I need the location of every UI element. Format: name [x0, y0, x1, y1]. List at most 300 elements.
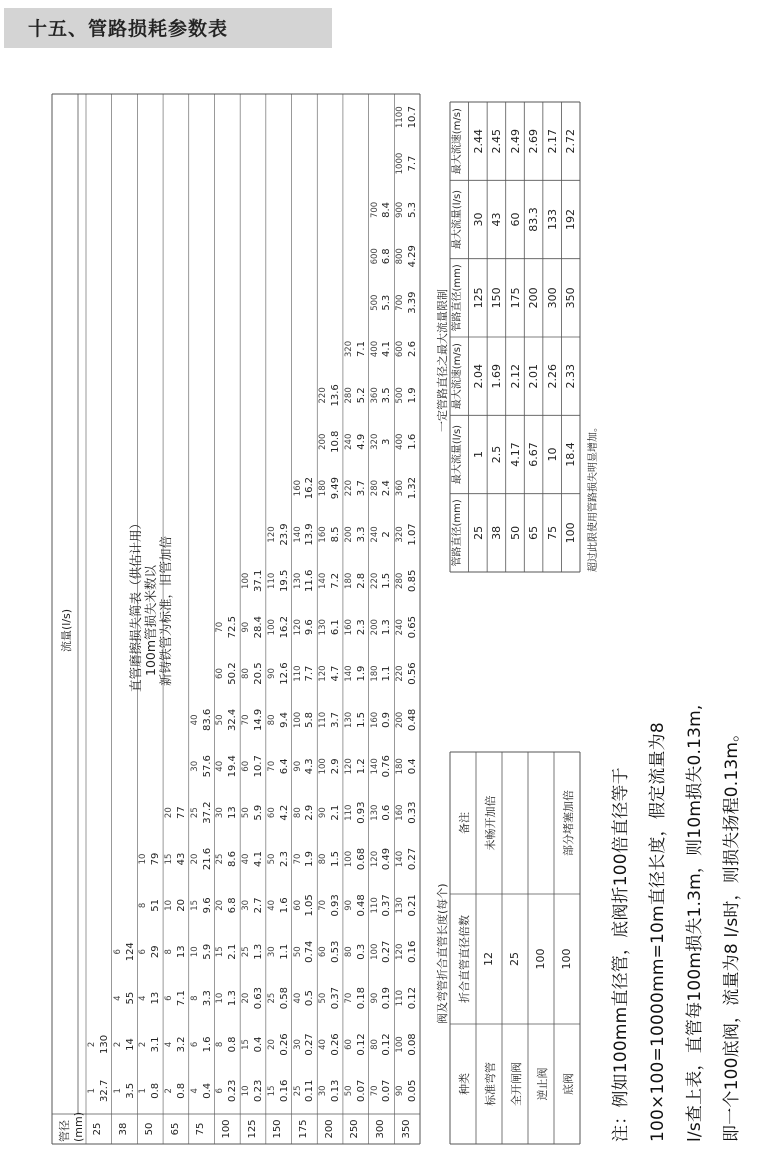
flow-value: 10	[164, 899, 175, 911]
flow-value: 30	[215, 807, 226, 819]
flow-value: 25	[266, 992, 277, 1004]
limit-header: 最大流速(m/s)	[452, 343, 463, 410]
flow-value: 15	[241, 1039, 252, 1050]
valve-cell: 逆止阀	[536, 1067, 549, 1101]
flow-value: 90	[369, 992, 380, 1004]
loss-value: 10.7	[407, 106, 419, 129]
loss-value: 2.8	[355, 572, 367, 589]
limit-cell: 1	[471, 451, 485, 459]
loss-value: 4.9	[355, 433, 367, 450]
loss-value: 1.3	[227, 990, 239, 1007]
diameter-label: 350	[400, 1119, 412, 1139]
flow-value: 100	[318, 758, 329, 775]
flow-value: 2	[164, 1088, 175, 1094]
flow-value: 120	[343, 758, 354, 775]
loss-value: 5.8	[304, 711, 316, 728]
loss-value: 0.58	[278, 986, 290, 1010]
limit-cell: 2.49	[508, 128, 522, 154]
loss-value: 0.26	[330, 1033, 342, 1056]
valve-cell: 底阀	[562, 1073, 575, 1095]
loss-value: 0.23	[253, 1079, 264, 1102]
flow-value: 220	[318, 387, 329, 404]
flow-value: 8	[189, 995, 200, 1001]
loss-value: 0.93	[355, 801, 367, 824]
loss-value: 4.1	[381, 341, 393, 357]
loss-value: 1.5	[381, 572, 393, 589]
flow-value: 20	[266, 1039, 277, 1050]
limit-table-grid	[40, 92, 780, 1152]
loss-value: 1.5	[330, 851, 342, 867]
loss-value: 37.1	[253, 569, 264, 592]
diameter-label: 50	[143, 1122, 155, 1136]
flow-value: 6	[138, 949, 149, 955]
flow-value: 140	[318, 572, 329, 589]
flow-value: 6	[112, 949, 123, 955]
flow-value: 2	[112, 1041, 123, 1048]
loss-value: 9.49	[330, 476, 342, 500]
flow-value: 80	[241, 668, 252, 679]
valve-header: 种类	[458, 1073, 471, 1095]
flow-value: 50	[266, 853, 277, 865]
flow-value: 2	[138, 1041, 149, 1048]
loss-value: 1.05	[304, 894, 316, 917]
loss-value: 83.6	[201, 708, 213, 732]
loss-value: 2.4	[381, 480, 393, 497]
loss-value: 2.3	[355, 619, 367, 636]
flow-value: 160	[369, 711, 380, 729]
loss-value: 0.85	[407, 569, 419, 592]
limit-cell: 192	[564, 209, 578, 231]
flow-value: 70	[292, 853, 303, 865]
valve-cell: 100	[560, 948, 573, 970]
flow-value: 320	[395, 526, 406, 543]
loss-value: 0.63	[253, 986, 264, 1010]
flow-value: 130	[395, 897, 406, 914]
flow-value: 80	[292, 807, 303, 819]
loss-value: 0.07	[355, 1079, 367, 1102]
limit-cell: 10	[545, 447, 559, 462]
flow-value: 160	[343, 619, 354, 636]
loss-value: 0.18	[355, 986, 367, 1010]
flow-value: 400	[369, 340, 380, 358]
loss-value: 0.3	[355, 943, 367, 960]
loss-value: 0.93	[330, 894, 342, 917]
loss-value: 0.8	[175, 1082, 187, 1099]
loss-value: 3.7	[330, 711, 342, 728]
flow-value: 80	[343, 946, 354, 958]
limit-cell: 2.12	[508, 363, 522, 389]
loss-value: 4.1	[253, 851, 264, 867]
loss-value: 0.05	[407, 1079, 419, 1102]
valve-cell: 未畅开加倍	[484, 795, 497, 851]
limit-cell: 6.67	[527, 442, 541, 467]
limit-cell: 350	[564, 287, 578, 309]
flow-value: 360	[369, 387, 380, 404]
flow-value: 1	[112, 1088, 123, 1094]
loss-value: 0.23	[227, 1079, 239, 1102]
flow-value: 40	[266, 899, 277, 911]
diameter-label: 175	[297, 1119, 309, 1139]
diameter-label: 250	[349, 1119, 361, 1139]
diameter-label: 100	[220, 1119, 232, 1139]
loss-value: 13	[150, 991, 162, 1005]
flow-value: 1	[138, 1088, 149, 1094]
loss-value: 0.11	[304, 1079, 316, 1102]
flow-value: 25	[241, 946, 252, 958]
limit-cell: 175	[508, 287, 522, 309]
flow-value: 70	[318, 899, 329, 911]
loss-value: 6.4	[278, 758, 290, 775]
valve-cell: 100	[534, 948, 547, 970]
loss-value: 1.5	[355, 711, 367, 728]
loss-value: 14	[124, 1038, 136, 1051]
loss-value: 1.32	[407, 476, 419, 500]
loss-value: 3.1	[150, 1036, 162, 1053]
loss-value: 13	[175, 945, 187, 959]
loss-value: 0.27	[381, 940, 393, 963]
flow-value: 60	[292, 899, 303, 911]
flow-value: 60	[343, 1039, 354, 1050]
limit-table-note: 超过此限使用管路损失明显增加。	[588, 422, 599, 572]
flow-value: 4	[164, 1041, 175, 1048]
loss-value: 3.39	[407, 291, 419, 314]
limit-cell: 1.69	[490, 363, 504, 389]
valve-cell: 标准弯管	[484, 1062, 497, 1106]
flow-value: 10	[189, 946, 200, 958]
flow-value: 110	[318, 711, 329, 729]
limit-header: 最大流量(l/s)	[452, 424, 463, 485]
loss-value: 5.2	[355, 387, 367, 404]
flow-value: 8	[215, 1041, 226, 1048]
flow-value: 50	[292, 946, 303, 958]
loss-value: 5.3	[407, 201, 419, 218]
flow-value: 110	[343, 804, 354, 821]
valve-cell: 12	[482, 952, 495, 966]
flow-value: 240	[369, 526, 380, 543]
loss-value: 13	[227, 806, 239, 820]
footnote-line-2: 100×100=10000mm=10m直径长度，假定流量为8	[648, 722, 668, 1142]
flow-value: 110	[369, 897, 380, 914]
limit-cell: 150	[490, 287, 504, 309]
flow-value: 110	[266, 572, 277, 589]
limit-cell: 133	[545, 209, 559, 231]
footnote-line-3: l/s查上表，直管每100m损失1.3m，则10m损失0.13m,	[685, 704, 705, 1142]
limit-cell: 2.69	[527, 128, 541, 154]
loss-value: 19.5	[278, 569, 290, 592]
flow-value: 30	[241, 899, 252, 911]
flow-value: 15	[266, 1085, 277, 1097]
flow-value: 50	[241, 807, 252, 819]
loss-value: 23.9	[278, 523, 290, 546]
flow-value: 360	[395, 479, 406, 497]
limit-cell: 75	[545, 525, 559, 540]
flow-value: 110	[292, 665, 303, 682]
note-line-2: 100m管损失米数以	[143, 564, 158, 676]
limit-cell: 2.33	[564, 363, 578, 389]
flow-value: 50	[318, 992, 329, 1004]
diameter-label: 38	[118, 1122, 130, 1136]
loss-value: 6.8	[381, 248, 393, 265]
loss-value: 0.9	[381, 711, 393, 728]
limit-cell: 300	[545, 287, 559, 309]
flow-value: 100	[266, 619, 277, 636]
flow-value: 40	[292, 992, 303, 1004]
flow-value: 70	[369, 1085, 380, 1097]
limit-cell: 65	[527, 525, 541, 540]
loss-value: 2.9	[304, 804, 316, 821]
limit-header: 最大流速(m/s)	[452, 108, 463, 175]
loss-value: 5.3	[381, 294, 393, 311]
loss-value: 1.1	[278, 943, 290, 960]
flow-value: 50	[215, 714, 226, 726]
loss-value: 16.2	[278, 616, 290, 639]
limit-header: 管路直径(mm)	[452, 264, 463, 332]
loss-value: 10.7	[253, 755, 264, 778]
flow-value: 30	[292, 1039, 303, 1050]
flow-value: 180	[343, 572, 354, 589]
loss-value: 14.9	[253, 708, 264, 732]
loss-value: 3.5	[124, 1082, 136, 1099]
loss-value: 1.6	[201, 1036, 213, 1053]
limit-cell: 83.3	[527, 207, 541, 232]
loss-value: 0.4	[253, 1036, 264, 1053]
loss-value: 2.1	[330, 804, 342, 821]
flow-value: 6	[215, 1088, 226, 1094]
flow-value: 40	[241, 853, 252, 865]
flow-value: 240	[395, 619, 406, 636]
flow-value: 130	[318, 619, 329, 636]
limit-table-title: 一定管路直径之最大流量限制	[436, 289, 449, 432]
loss-value: 28.4	[253, 616, 264, 639]
loss-value: 124	[124, 942, 136, 962]
flow-value: 160	[395, 804, 406, 821]
loss-value: 72.5	[227, 616, 239, 639]
flow-value: 8	[138, 902, 149, 909]
flow-value: 140	[369, 758, 380, 775]
flow-value: 70	[215, 621, 226, 633]
flow-value: 90	[318, 807, 329, 819]
limit-cell: 25	[471, 525, 485, 540]
loss-value: 8.5	[330, 526, 342, 543]
loss-value: 0.12	[407, 986, 419, 1010]
flow-value: 1100	[395, 106, 406, 129]
loss-value: 0.26	[278, 1033, 290, 1056]
loss-value: 11.6	[304, 569, 316, 592]
corner-label-bottom: (mm)	[72, 1111, 85, 1142]
loss-value: 0.13	[330, 1079, 342, 1102]
loss-value: 20	[175, 899, 187, 912]
flow-value: 6	[189, 1041, 200, 1048]
limit-cell: 30	[471, 212, 485, 227]
loss-value: 20.5	[253, 662, 264, 685]
loss-value: 2.3	[278, 851, 290, 867]
loss-value: 0.49	[381, 847, 393, 871]
loss-value: 9.6	[304, 619, 316, 636]
flow-value: 220	[369, 572, 380, 589]
loss-value: 2.1	[227, 943, 239, 960]
flow-value: 120	[266, 526, 277, 543]
flow-value: 500	[369, 294, 380, 311]
flow-value: 60	[318, 946, 329, 958]
diameter-label: 75	[195, 1122, 207, 1136]
flow-value: 900	[395, 201, 406, 219]
flow-value: 700	[369, 201, 380, 219]
flow-value: 100	[241, 572, 252, 589]
flow-value: 2	[87, 1041, 97, 1048]
flow-value: 90	[266, 668, 277, 679]
flow-value: 15	[215, 946, 226, 958]
flow-value: 60	[215, 668, 226, 679]
loss-value: 0.5	[304, 990, 316, 1007]
loss-value: 3	[381, 438, 393, 445]
valve-header: 折合直管直径倍数	[458, 915, 471, 1003]
diameter-label: 200	[323, 1119, 335, 1139]
diameter-label: 150	[272, 1119, 284, 1139]
flow-value: 600	[395, 340, 406, 358]
loss-value: 55	[124, 991, 136, 1005]
loss-value: 0.12	[355, 1033, 367, 1056]
flow-value: 60	[241, 760, 252, 772]
loss-value: 13.9	[304, 523, 316, 546]
diameter-label: 300	[375, 1119, 387, 1139]
loss-value: 1.2	[355, 758, 367, 775]
flow-value: 80	[369, 1039, 380, 1050]
loss-value: 0.56	[407, 662, 419, 685]
loss-value: 51	[150, 899, 162, 912]
flow-value: 4	[138, 995, 149, 1001]
flow-value: 8	[164, 949, 175, 955]
loss-value: 3.7	[355, 480, 367, 497]
flow-value: 70	[343, 992, 354, 1004]
flow-value: 80	[318, 853, 329, 865]
flow-value: 130	[369, 804, 380, 821]
flow-value: 160	[292, 479, 303, 497]
loss-value: 0.21	[407, 894, 419, 917]
loss-value: 29	[150, 945, 162, 959]
limit-cell: 43	[490, 212, 504, 227]
loss-value: 0.37	[381, 894, 393, 917]
loss-value: 0.27	[304, 1033, 316, 1056]
loss-value: 3.5	[381, 387, 393, 404]
flow-value: 15	[189, 899, 200, 911]
limit-cell: 2.44	[471, 128, 485, 154]
limit-cell: 50	[508, 525, 522, 540]
footnote-line-1: 注：例如100mm直径管，底阀折100倍直径等于	[611, 767, 631, 1142]
flow-value: 20	[215, 899, 226, 911]
flow-value: 320	[343, 340, 354, 358]
loss-value: 0.53	[330, 940, 342, 963]
flow-value: 1	[87, 1088, 97, 1094]
loss-value: 7.2	[330, 572, 342, 589]
loss-value: 1.9	[355, 665, 367, 682]
flow-value: 600	[369, 248, 380, 265]
flow-value: 10	[138, 853, 149, 865]
loss-value: 19.4	[227, 755, 239, 778]
flow-value: 320	[369, 433, 380, 450]
loss-value: 50.2	[227, 662, 239, 685]
flow-value: 25	[189, 807, 200, 819]
flow-value: 70	[266, 760, 277, 772]
flow-value: 120	[292, 619, 303, 636]
limit-cell: 60	[508, 212, 522, 227]
loss-value: 0.48	[355, 894, 367, 917]
loss-value: 0.74	[304, 940, 316, 963]
limit-cell: 125	[471, 287, 485, 309]
note-line-1: 直管磨擦损失简表（供估计用）	[128, 516, 143, 692]
flow-value: 90	[292, 760, 303, 772]
flow-value: 60	[266, 807, 277, 819]
loss-value: 43	[175, 852, 187, 866]
limit-cell: 2.01	[527, 363, 541, 389]
limit-cell: 18.4	[564, 442, 578, 467]
flow-value: 30	[318, 1085, 329, 1097]
loss-value: 5.9	[201, 943, 213, 960]
loss-value: 7.1	[355, 341, 367, 357]
diameter-label: 25	[92, 1122, 104, 1136]
note-line-3: 新铸铁管为标准，旧管加倍	[158, 535, 173, 686]
loss-value: 0.65	[407, 616, 419, 639]
flow-value: 4	[189, 1088, 200, 1094]
loss-value: 2.7	[253, 897, 264, 914]
flow-value: 100	[292, 711, 303, 729]
limit-cell: 2.5	[490, 445, 504, 464]
valve-cell: 部分堵塞加倍	[562, 790, 575, 856]
loss-value: 6.8	[227, 897, 239, 914]
loss-value: 1.1	[381, 665, 393, 682]
flow-value: 180	[318, 479, 329, 497]
page-title: 十五、管路损耗参数表	[28, 18, 229, 40]
loss-value: 3.2	[175, 1036, 187, 1053]
loss-value: 77	[175, 806, 187, 820]
loss-value: 21.6	[201, 847, 213, 871]
flow-value: 30	[189, 760, 200, 772]
loss-value: 7.7	[304, 665, 316, 682]
flow-value: 100	[343, 850, 354, 868]
loss-value: 4.2	[278, 804, 290, 821]
loss-value: 0.6	[381, 804, 393, 821]
loss-value: 0.4	[407, 758, 419, 775]
flow-value: 180	[369, 665, 380, 682]
loss-value: 0.76	[381, 755, 393, 778]
loss-value: 0.07	[381, 1079, 393, 1102]
flow-value: 40	[189, 714, 200, 726]
loss-value: 0.16	[407, 940, 419, 963]
flow-value: 40	[215, 760, 226, 772]
flow-value: 120	[369, 850, 380, 868]
flow-value: 20	[189, 853, 200, 865]
flow-value: 25	[292, 1085, 303, 1097]
flow-value: 80	[266, 714, 277, 726]
loss-value: 0.48	[407, 708, 419, 732]
loss-value: 0.8	[150, 1082, 162, 1099]
loss-value: 13.6	[330, 384, 342, 407]
limit-cell: 4.17	[508, 442, 522, 467]
loss-value: 37.2	[201, 801, 213, 824]
flow-value: 20	[164, 807, 175, 819]
flow-value: 30	[266, 946, 277, 958]
loss-value: 10.8	[330, 430, 342, 453]
loss-value: 79	[150, 852, 162, 866]
flow-value: 240	[343, 433, 354, 450]
loss-value: 0.37	[330, 986, 342, 1010]
limit-header: 管路直径(mm)	[452, 499, 463, 567]
limit-cell: 200	[527, 287, 541, 309]
loss-value: 0.4	[201, 1082, 213, 1099]
diameter-label: 125	[246, 1119, 258, 1139]
loss-value: 1.6	[407, 433, 419, 450]
flow-value: 110	[395, 989, 406, 1007]
flow-value: 4	[112, 995, 123, 1001]
